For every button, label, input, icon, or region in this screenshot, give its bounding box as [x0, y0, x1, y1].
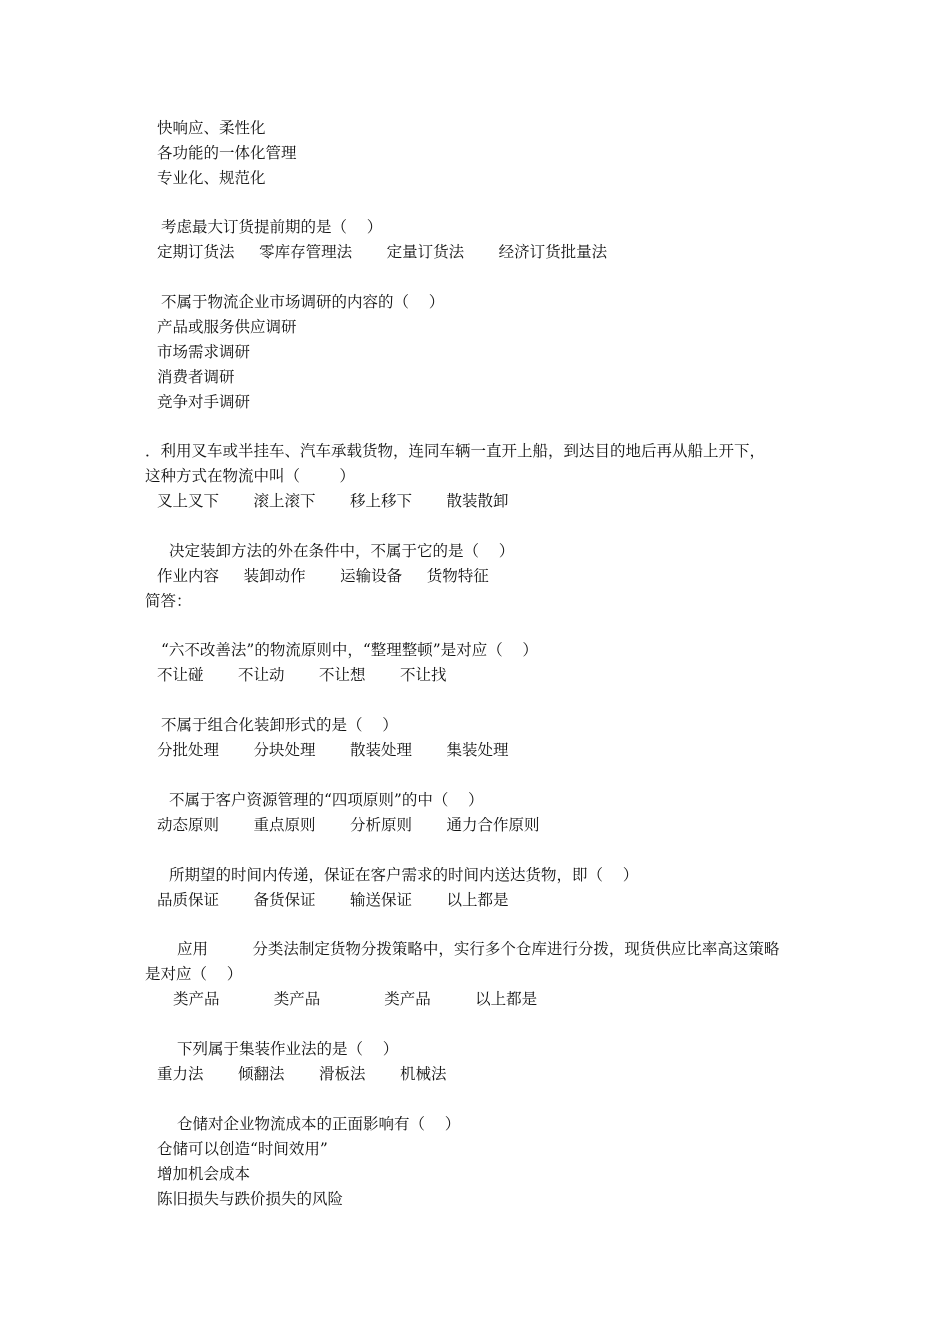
question-text: 下列属于集装作业法的是（ ） — [177, 1040, 399, 1058]
options-row: 分批处理 分块处理 散装处理 集装处理 — [157, 741, 509, 759]
options-row: 定期订货法 零库存管理法 定量订货法 经济订货批量法 — [157, 243, 608, 261]
question-text: 这种方式在物流中叫（ ） — [145, 467, 355, 485]
question-text: “六不改善法”的物流原则中，“整理整顿”是对应（ ） — [161, 641, 538, 659]
options-row: 不让碰 不让动 不让想 不让找 — [157, 666, 447, 684]
question-text: 仓储对企业物流成本的正面影响有（ ） — [177, 1115, 461, 1133]
options-row: 作业内容 装卸动作 运输设备 货物特征 — [157, 567, 489, 585]
question-text: 所期望的时间内传递，保证在客户需求的时间内送达货物，即（ ） — [169, 866, 639, 884]
options-row: 类产品 类产品 类产品 以上都是 — [173, 990, 538, 1008]
option-text: 增加机会成本 — [157, 1165, 251, 1183]
options-row: 重力法 倾翻法 滑板法 机械法 — [157, 1065, 447, 1083]
question-text: 应用 分类法制定货物分拨策略中，实行多个仓库进行分拨，现货供应比率高这策略 — [177, 940, 780, 958]
option-text: 消费者调研 — [157, 368, 235, 386]
option-text: 竞争对手调研 — [157, 393, 251, 411]
options-row: 品质保证 备货保证 输送保证 以上都是 — [157, 891, 509, 909]
question-text: 是对应（ ） — [145, 965, 243, 983]
question-text: 决定装卸方法的外在条件中，不属于它的是（ ） — [169, 542, 515, 560]
section-heading: 简答： — [145, 592, 192, 610]
question-text: 不属于组合化装卸形式的是（ ） — [161, 716, 398, 734]
question-text: 考虑最大订货提前期的是（ ） — [161, 218, 383, 236]
option-text: 快响应、柔性化 — [157, 119, 266, 137]
option-text: 产品或服务供应调研 — [157, 318, 297, 336]
question-text: ．利用叉车或半挂车、汽车承载货物，连同车辆一直开上船，到达目的地后再从船上开下， — [145, 442, 766, 460]
options-row: 叉上叉下 滚上滚下 移上移下 散装散卸 — [157, 492, 509, 510]
option-text: 仓储可以创造“时间效用” — [157, 1140, 328, 1158]
option-text: 专业化、规范化 — [157, 169, 266, 187]
question-text: 不属于客户资源管理的“四项原则”的中（ ） — [169, 791, 484, 809]
option-text: 陈旧损失与跌价损失的风险 — [157, 1190, 344, 1208]
option-text: 各功能的一体化管理 — [157, 144, 297, 162]
option-text: 市场需求调研 — [157, 343, 251, 361]
question-text: 不属于物流企业市场调研的内容的（ ） — [161, 293, 445, 311]
options-row: 动态原则 重点原则 分析原则 通力合作原则 — [157, 816, 540, 834]
